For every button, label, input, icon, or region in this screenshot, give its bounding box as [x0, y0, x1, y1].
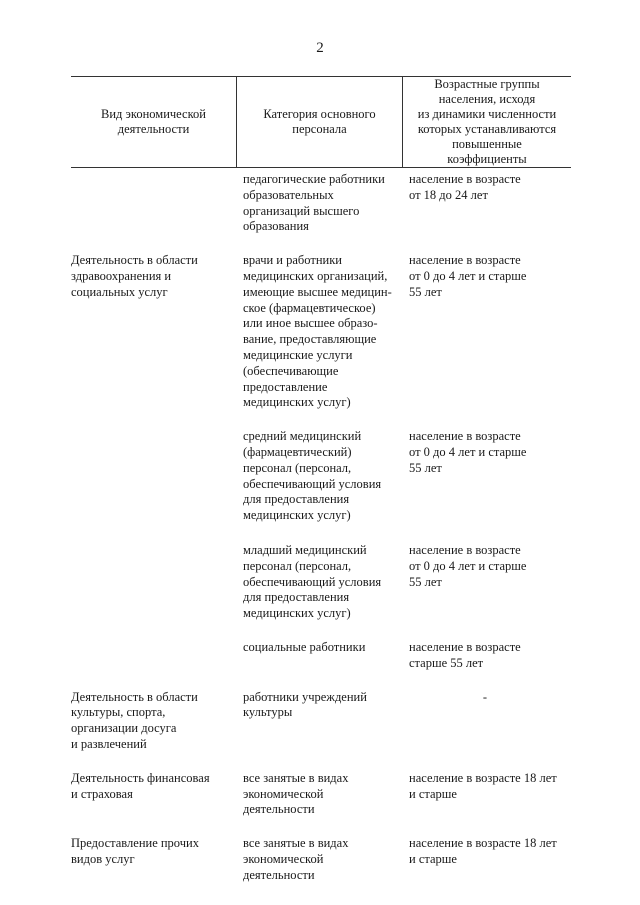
activity-cell	[71, 429, 237, 524]
category-line: имеющие высшее медицин-	[243, 284, 392, 299]
activity-line: Предоставление прочих	[71, 836, 199, 851]
table-row	[71, 429, 571, 524]
age-group-cell	[403, 429, 571, 524]
header-activity-text	[101, 107, 206, 137]
header-category	[237, 77, 403, 167]
category-line: медицинских организаций,	[243, 268, 388, 283]
age-group-cell	[403, 771, 571, 818]
activity-line: и развлечений	[71, 736, 147, 751]
category-line: (фармацевтический)	[243, 444, 352, 459]
table-row	[71, 690, 571, 753]
category-line: экономической	[243, 786, 324, 801]
category-line: педагогические работники	[243, 172, 385, 186]
table-header	[71, 76, 571, 168]
age-line: от 0 до 4 лет и старше	[409, 558, 527, 573]
age-group-cell	[403, 690, 571, 753]
age-line: старше 55 лет	[409, 655, 484, 670]
header-activity	[71, 77, 237, 167]
category-cell	[237, 836, 403, 883]
category-line: культуры	[243, 705, 293, 720]
header-line: повышенные	[452, 137, 522, 151]
age-line: от 18 до 24 лет	[409, 187, 488, 202]
header-line: Категория основного	[263, 107, 376, 121]
header-line: коэффициенты	[447, 152, 527, 166]
category-line: обеспечивающий условия	[243, 476, 382, 491]
page-number: 2	[316, 40, 324, 56]
category-line: социальные работники	[243, 639, 366, 654]
header-line: населения, исходя	[438, 92, 536, 106]
activity-cell	[71, 543, 237, 622]
age-line: 55 лет	[409, 460, 442, 475]
age-group-cell	[403, 836, 571, 883]
age-group-cell	[403, 172, 571, 235]
activity-cell	[71, 172, 237, 235]
category-line: врачи и работники	[243, 253, 342, 268]
category-line: работники учреждений	[243, 689, 367, 704]
header-age-groups	[403, 77, 571, 167]
coefficients-table	[71, 76, 571, 883]
category-line: медицинские услуги	[243, 347, 353, 362]
header-line: Вид экономической	[101, 107, 206, 121]
activity-line: социальных услуг	[71, 284, 168, 299]
header-age-groups-text	[418, 77, 556, 167]
category-line: для предоставления	[243, 492, 350, 507]
category-cell	[237, 253, 403, 411]
header-line: которых устанавливаются	[417, 122, 557, 136]
category-line: образовательных	[243, 187, 334, 202]
age-line: и старше	[409, 786, 457, 801]
header-line: из динамики численности	[417, 107, 557, 121]
category-line: ское (фармацевтическое)	[243, 300, 376, 315]
age-line: население в возрасте	[409, 542, 521, 557]
age-line: население в возрасте	[409, 172, 521, 186]
table-row	[71, 172, 571, 235]
age-line: от 0 до 4 лет и старше	[409, 444, 527, 459]
category-cell	[237, 172, 403, 235]
age-group-cell	[403, 543, 571, 622]
table-row	[71, 836, 571, 883]
age-line: от 0 до 4 лет и старше	[409, 268, 527, 283]
activity-line: Деятельность в области	[71, 689, 198, 704]
category-line: обеспечивающий условия	[243, 574, 382, 589]
category-cell	[237, 690, 403, 753]
activity-cell	[71, 771, 237, 818]
category-line: деятельности	[243, 802, 315, 817]
category-line: деятельности	[243, 867, 315, 882]
age-line: 55 лет	[409, 284, 442, 299]
category-line: медицинских услуг)	[243, 395, 351, 410]
age-line: население в возрасте	[409, 429, 521, 444]
activity-line: и страховая	[71, 786, 133, 801]
category-line: для предоставления	[243, 590, 350, 605]
header-line: деятельности	[117, 122, 190, 136]
activity-cell	[71, 836, 237, 883]
category-line: младший медицинский	[243, 542, 367, 557]
category-line: предоставление	[243, 379, 328, 394]
category-line: экономической	[243, 851, 324, 866]
age-line: население в возрасте 18 лет	[409, 836, 557, 851]
category-cell	[237, 543, 403, 622]
activity-line: Деятельность в области	[71, 253, 198, 268]
category-line: организаций высшего	[243, 203, 360, 218]
category-line: медицинских услуг)	[243, 606, 351, 621]
category-line: персонал (персонал,	[243, 558, 352, 573]
age-line: население в возрасте 18 лет	[409, 770, 557, 785]
category-line: (обеспечивающие	[243, 363, 339, 378]
category-cell	[237, 640, 403, 672]
age-line: население в возрасте	[409, 253, 521, 268]
age-line: население в возрасте	[409, 639, 521, 654]
activity-line: культуры, спорта,	[71, 705, 166, 720]
header-line: персонала	[292, 122, 347, 136]
age-line: 55 лет	[409, 574, 442, 589]
activity-cell	[71, 640, 237, 672]
activity-line: видов услуг	[71, 851, 135, 866]
category-line: медицинских услуг)	[243, 508, 351, 523]
category-line: средний медицинский	[243, 429, 362, 444]
category-line: или иное высшее образо-	[243, 316, 378, 331]
category-line: персонал (персонал,	[243, 460, 352, 475]
table-row	[71, 640, 571, 672]
empty-value-dash: -	[482, 689, 488, 704]
activity-line: Деятельность финансовая	[71, 770, 210, 785]
age-group-cell	[403, 253, 571, 411]
table-row	[71, 253, 571, 411]
table-body	[71, 168, 571, 883]
category-line: все занятые в видах	[243, 836, 349, 851]
activity-line: организации досуга	[71, 721, 177, 736]
age-group-cell	[403, 640, 571, 672]
category-cell	[237, 771, 403, 818]
category-line: образования	[243, 219, 309, 234]
activity-cell	[71, 690, 237, 753]
activity-line: здравоохранения и	[71, 268, 172, 283]
header-category-text	[263, 107, 375, 137]
header-line: Возрастные группы	[434, 77, 540, 91]
table-row	[71, 543, 571, 622]
category-line: все занятые в видах	[243, 770, 349, 785]
activity-cell	[71, 253, 237, 411]
table-row	[71, 771, 571, 818]
category-cell	[237, 429, 403, 524]
age-line: и старше	[409, 851, 457, 866]
category-line: вание, предоставляющие	[243, 332, 377, 347]
